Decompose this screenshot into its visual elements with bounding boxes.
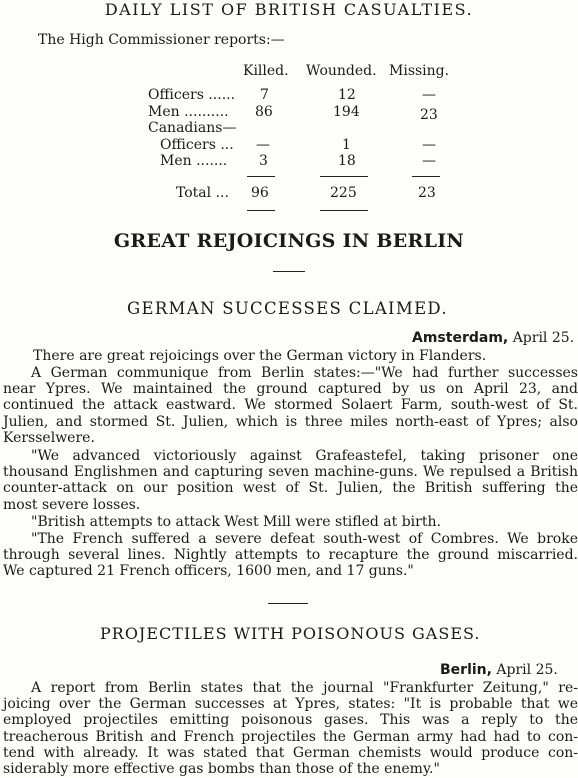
sum-rule bbox=[247, 176, 275, 177]
berlin-paragraph-1 bbox=[3, 348, 578, 364]
row-killed: 7 bbox=[260, 87, 269, 103]
berlin-paragraph-4 bbox=[3, 514, 578, 530]
row-killed: 3 bbox=[259, 153, 268, 169]
berlin-headline: GREAT REJOICINGS IN BERLIN bbox=[113, 230, 465, 252]
text-line: There are great rejoicings over the German victory in Flanders. bbox=[33, 348, 487, 364]
row-label: Canadians— bbox=[148, 120, 237, 136]
row-missing: — bbox=[422, 137, 436, 153]
gases-dateline bbox=[440, 662, 558, 678]
row-missing: — bbox=[422, 87, 436, 103]
text-line: We captured 21 French officers, 1600 men, and 17 guns." bbox=[3, 563, 414, 580]
dateline-date: April 25. bbox=[512, 330, 575, 346]
text-line: treacherous British and French projectiles the German army had had to con- bbox=[3, 728, 578, 745]
dateline-place: Berlin, bbox=[440, 662, 492, 678]
berlin-dateline bbox=[412, 330, 574, 346]
row-label: Men ....... bbox=[160, 153, 228, 169]
total-rule bbox=[247, 210, 275, 211]
text-line: "The French suffered a severe defeat south-west of Combres. We broke bbox=[31, 531, 578, 547]
header-killed: Killed. bbox=[243, 63, 289, 79]
row-wounded: 194 bbox=[333, 104, 360, 120]
text-line: Julien, and stormed St. Julien, which is three miles north-east of Ypres; also bbox=[3, 413, 578, 430]
total-missing: 23 bbox=[418, 185, 436, 201]
row-label: Men .......... bbox=[148, 104, 229, 120]
row-missing: 23 bbox=[420, 107, 438, 123]
gases-headline: PROJECTILES WITH POISONOUS GASES. bbox=[100, 624, 481, 643]
dateline-date: April 25. bbox=[496, 662, 558, 678]
text-line: counter-attack on our position west of St. Julien, the British suffering the bbox=[3, 480, 578, 497]
row-label: Officers ...... bbox=[148, 87, 236, 103]
sum-rule bbox=[412, 176, 440, 177]
text-line: Kersselwere. bbox=[3, 429, 95, 446]
total-wounded: 225 bbox=[330, 185, 357, 201]
total-killed: 96 bbox=[251, 185, 269, 201]
divider bbox=[273, 271, 305, 272]
text-line: continued the attack eastward. We stormed Solaert Farm, south-west of St. bbox=[3, 397, 578, 414]
text-line: "British attempts to attack West Mill were stifled at birth. bbox=[31, 514, 441, 530]
casualties-title: DAILY LIST OF BRITISH CASUALTIES. bbox=[104, 0, 474, 19]
divider bbox=[268, 603, 308, 604]
text-line: employed projectiles emitting poisonous gases. This was a reply to the bbox=[3, 712, 578, 729]
total-rule bbox=[320, 210, 368, 211]
gases-paragraph-1 bbox=[3, 680, 578, 777]
text-line: most severe losses. bbox=[3, 496, 141, 513]
text-line: siderably more effective gas bombs than those of the enemy." bbox=[3, 761, 440, 778]
berlin-paragraph-5 bbox=[3, 531, 578, 580]
dateline-place: Amsterdam, bbox=[412, 330, 509, 346]
header-wounded: Wounded. bbox=[306, 63, 377, 79]
sum-rule bbox=[320, 176, 368, 177]
row-wounded: 18 bbox=[338, 153, 356, 169]
row-wounded: 1 bbox=[342, 137, 351, 153]
text-line: A German communique from Berlin states:—"We had further successes bbox=[31, 365, 578, 381]
text-line: near Ypres. We maintained the ground captured by us on April 23, and bbox=[3, 381, 578, 398]
row-killed: — bbox=[256, 137, 270, 153]
berlin-subhead: GERMAN SUCCESSES CLAIMED. bbox=[127, 299, 448, 318]
row-wounded: 12 bbox=[338, 87, 356, 103]
berlin-paragraph-2 bbox=[3, 365, 578, 446]
text-line: through several lines. Nightly attempts to recapture the ground miscarried. bbox=[3, 547, 578, 564]
text-line: A report from Berlin states that the journal "Frankfurter Zeitung," re- bbox=[31, 680, 578, 696]
text-line: joicing over the German successes at Ypres, states: "It is probable that we bbox=[3, 696, 578, 713]
text-line: "We advanced victoriously against Grafeastefel, taking prisoner one bbox=[31, 448, 578, 464]
total-label: Total ... bbox=[176, 185, 229, 201]
text-line: thousand Englishmen and capturing seven machine-guns. We repulsed a British bbox=[3, 464, 578, 481]
row-missing: — bbox=[422, 153, 436, 169]
header-missing: Missing. bbox=[389, 63, 450, 79]
row-killed: 86 bbox=[255, 104, 273, 120]
berlin-paragraph-3 bbox=[3, 448, 578, 513]
row-label: Officers ... bbox=[160, 137, 234, 153]
text-line: tend with already. It was stated that German chemists would produce con- bbox=[3, 744, 578, 761]
casualties-intro: The High Commissioner reports:— bbox=[38, 32, 285, 48]
